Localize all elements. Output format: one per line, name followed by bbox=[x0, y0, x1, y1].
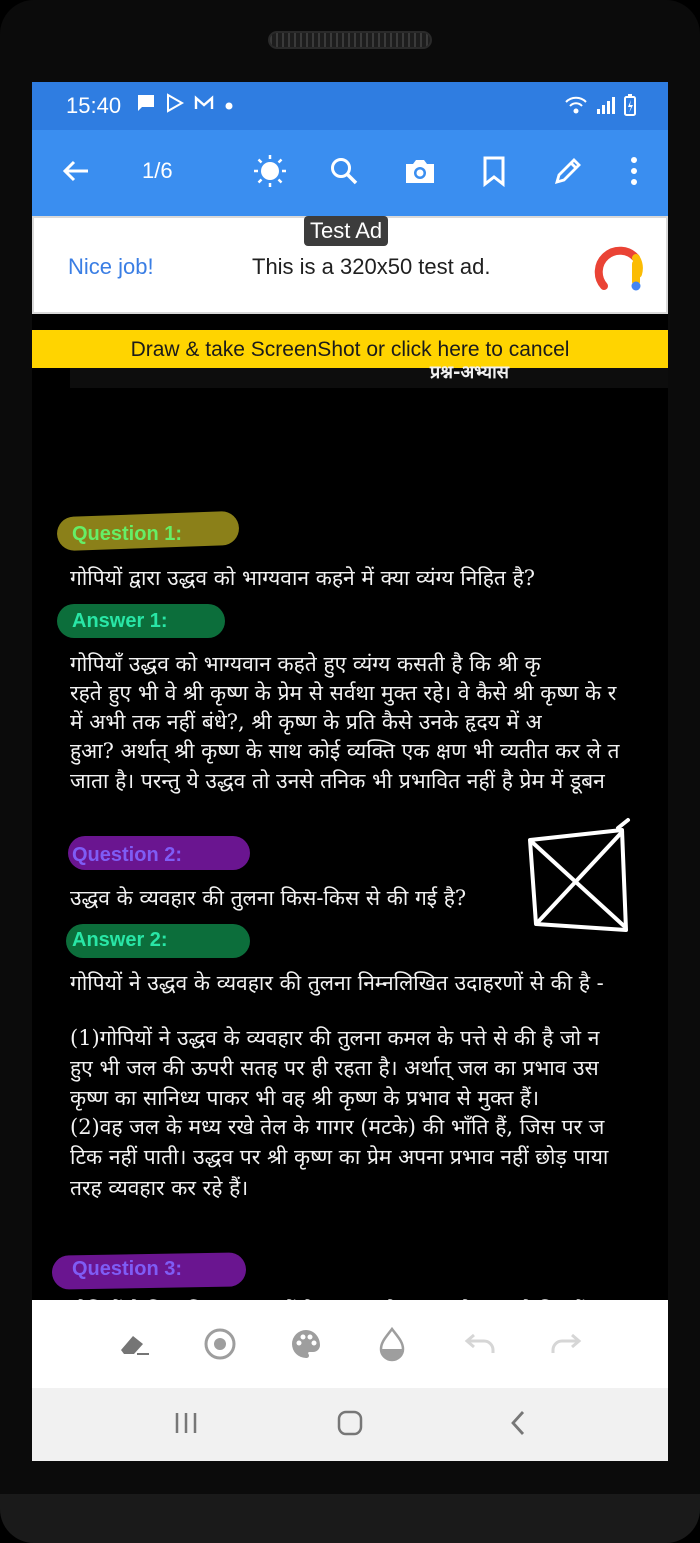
page-heading: प्रश्न-अभ्यास bbox=[430, 362, 509, 383]
message-icon bbox=[136, 94, 156, 116]
question-1-text: गोपियों द्वारा उद्धव को भाग्यवान कहने में क्या व्यंग्य निहित है? bbox=[70, 566, 535, 590]
hand-drawn-box-sketch bbox=[522, 818, 642, 942]
system-navigation-bar bbox=[32, 1388, 668, 1461]
drop-icon bbox=[378, 1327, 406, 1365]
dot-icon bbox=[224, 96, 234, 115]
answer-2-line: (1)गोपियों ने उद्धव के व्यवहार की तुलना कमल के पत्ते से की है जो न bbox=[70, 1026, 600, 1050]
admob-logo-icon bbox=[594, 242, 646, 298]
speaker-grille bbox=[268, 31, 432, 49]
radio-target-icon bbox=[203, 1327, 237, 1365]
ad-text: This is a 320x50 test ad. bbox=[252, 254, 491, 279]
eraser-button[interactable] bbox=[116, 1328, 152, 1364]
question-1-label: Question 1: bbox=[72, 523, 183, 545]
opacity-button[interactable] bbox=[374, 1328, 410, 1364]
answer-1-line: में अभी तक नहीं बंधे?, श्री कृष्ण के प्रति कैसे उनके हृदय में अ bbox=[70, 710, 542, 734]
home-button[interactable] bbox=[330, 1408, 370, 1442]
notification-icons bbox=[136, 94, 234, 116]
document-page[interactable] bbox=[32, 362, 668, 1300]
answer-2-line: हुए भी जल की ऊपरी सतह पर ही रहता है। अर्थात् जल का प्रभाव उस bbox=[70, 1056, 599, 1080]
system-icons bbox=[564, 94, 636, 120]
recents-button[interactable] bbox=[166, 1408, 206, 1442]
wifi-icon bbox=[564, 95, 588, 119]
redo-button[interactable] bbox=[548, 1328, 584, 1364]
app-toolbar bbox=[32, 130, 668, 216]
back-button[interactable] bbox=[54, 151, 98, 195]
answer-1-line: गोपियाँ उद्धव को भाग्यवान कहते हुए व्यंग्य कसती है कि श्री कृ bbox=[70, 652, 541, 676]
undo-button[interactable] bbox=[462, 1328, 498, 1364]
status-time: 15:40 bbox=[66, 93, 122, 118]
camera-button[interactable] bbox=[398, 151, 442, 195]
status-bar bbox=[32, 82, 668, 130]
page-indicator: 1/6 bbox=[142, 158, 173, 183]
eraser-icon bbox=[117, 1330, 151, 1362]
page-header-strip bbox=[70, 362, 668, 388]
answer-1-line: रहते हुए भी वे श्री कृष्ण के प्रेम से सर्वथा मुक्त रहे। वे कैसे श्री कृष्ण के र bbox=[70, 681, 617, 705]
ad-nice-job: Nice job! bbox=[68, 254, 154, 279]
screenshot-mode-banner[interactable]: Draw & take ScreenShot or click here to cancel bbox=[32, 330, 668, 368]
gmail-icon bbox=[194, 95, 214, 115]
search-button[interactable] bbox=[322, 151, 366, 195]
drawing-toolbar bbox=[32, 1300, 668, 1388]
more-options-button[interactable] bbox=[612, 151, 656, 195]
pencil-icon bbox=[553, 156, 583, 190]
redo-icon bbox=[550, 1333, 582, 1359]
phone-chin bbox=[0, 1494, 700, 1543]
pencil-button[interactable] bbox=[546, 151, 590, 195]
play-store-icon bbox=[166, 94, 184, 116]
answer-2-line: टिक नहीं पाती। उद्धव पर श्री कृष्ण का प्रेम अपना प्रभाव नहीं छोड़ पाया bbox=[70, 1145, 609, 1169]
question-3-label: Question 3: bbox=[72, 1258, 183, 1280]
search-icon bbox=[329, 156, 359, 190]
test-ad-tag: Test Ad bbox=[304, 216, 388, 246]
more-vert-icon bbox=[629, 156, 639, 190]
answer-1-label: Answer 1: bbox=[72, 610, 168, 632]
signal-icon bbox=[596, 95, 616, 119]
back-arrow-icon bbox=[62, 159, 90, 187]
answer-2-intro: गोपियों ने उद्धव के व्यवहार की तुलना निम्नलिखित उदाहरणों से की है - bbox=[70, 971, 604, 995]
answer-2-line: तरह व्यवहार कर रहे हैं। bbox=[70, 1176, 249, 1200]
question-2-label: Question 2: bbox=[72, 844, 183, 866]
answer-2-line: (2)वह जल के मध्य रखे तेल के गागर (मटके) की भाँति हैं, जिस पर ज bbox=[70, 1115, 605, 1139]
bookmark-icon bbox=[482, 156, 506, 190]
battery-icon bbox=[624, 94, 636, 120]
brightness-button[interactable] bbox=[248, 151, 292, 195]
undo-icon bbox=[464, 1333, 496, 1359]
color-palette-button[interactable] bbox=[288, 1328, 324, 1364]
question-2-text: उद्धव के व्यवहार की तुलना किस-किस से की गई है? bbox=[70, 886, 467, 910]
screen bbox=[32, 82, 668, 1461]
recents-icon bbox=[173, 1412, 199, 1438]
back-icon bbox=[509, 1410, 527, 1440]
brightness-icon bbox=[253, 154, 287, 192]
bookmark-button[interactable] bbox=[472, 151, 516, 195]
answer-1-line: जाता है। परन्तु ये उद्धव तो उनसे तनिक भी प्रभावित नहीं है प्रेम में डूबन bbox=[70, 769, 605, 793]
answer-2-label: Answer 2: bbox=[72, 929, 168, 951]
nav-back-button[interactable] bbox=[498, 1408, 538, 1442]
palette-icon bbox=[290, 1328, 322, 1364]
answer-1-line: हुआ? अर्थात् श्री कृष्ण के साथ कोई व्यक्ति एक क्षण भी व्यतीत कर ले त bbox=[70, 739, 620, 763]
answer-2-line: कृष्ण का सानिध्य पाकर भी वह श्री कृष्ण के प्रभाव से मुक्त हैं। bbox=[70, 1086, 540, 1110]
camera-icon bbox=[403, 157, 437, 189]
home-icon bbox=[336, 1409, 364, 1441]
pen-size-button[interactable] bbox=[202, 1328, 238, 1364]
